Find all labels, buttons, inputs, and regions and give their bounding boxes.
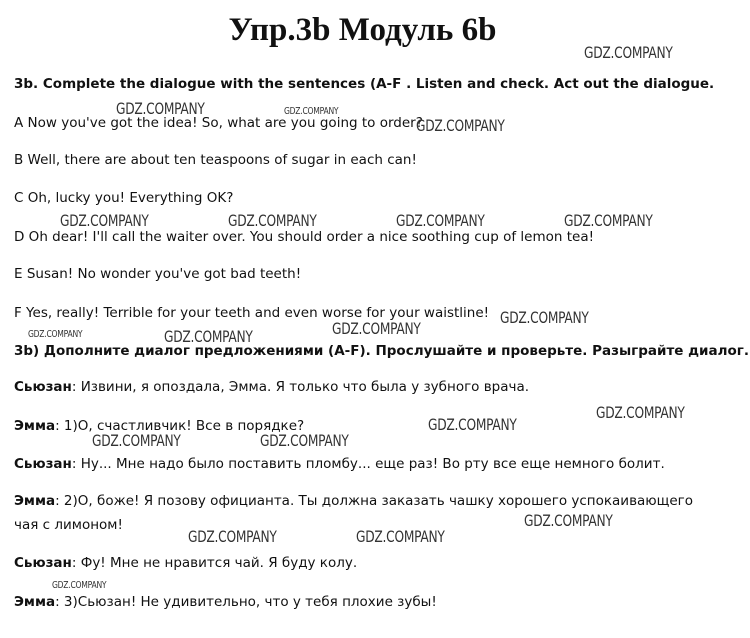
- dialogue-text: : Фу! Мне не нравится чай. Я буду колу.: [71, 555, 358, 571]
- task-heading-en: 3b. Complete the dialogue with the sentences (A-F . Listen and check. Act out the dialogue.: [14, 76, 715, 92]
- watermark: GDZ.COMPANY: [584, 43, 673, 62]
- task-heading-ru: 3b) Дополните диалог предложениями (A-F). Прослушайте и проверьте. Разыграйте диалог.: [14, 343, 749, 359]
- watermark: GDZ.COMPANY: [188, 527, 277, 546]
- watermark: GDZ.COMPANY: [92, 431, 181, 450]
- option-f: F Yes, really! Terrible for your teeth and even worse for your waistline!: [14, 305, 490, 321]
- watermark: GDZ.COMPANY: [116, 99, 205, 118]
- dialogue-text: : 1)О, счастливчик! Все в порядке?: [55, 418, 305, 434]
- watermark: GDZ.COMPANY: [428, 415, 517, 434]
- watermark: GDZ.COMPANY: [284, 106, 339, 117]
- dialogue-text: : 2)О, боже! Я позову официанта. Ты должна заказать чашку хорошего успокаивающего чая с лимоном!: [14, 493, 694, 533]
- option-b: B Well, there are about ten teaspoons of sugar in each can!: [14, 152, 417, 168]
- dialogue-line-6: [14, 593, 437, 611]
- page-title: Упр.3b Модуль 6b: [228, 12, 497, 48]
- speaker-name: Сьюзан: [14, 555, 72, 571]
- watermark: GDZ.COMPANY: [596, 403, 685, 422]
- dialogue-text: : Ну... Мне надо было поставить пломбу... еще раз! Во рту все еще немного болит.: [71, 456, 665, 472]
- dialogue-line-5: [14, 554, 357, 572]
- watermark: GDZ.COMPANY: [416, 116, 505, 135]
- option-d: D Oh dear! I'll call the waiter over. You should order a nice soothing cup of lemon tea!: [14, 229, 594, 245]
- speaker-name: Эмма: [14, 418, 56, 434]
- dialogue-text: : 3)Сьюзан! Не удивительно, что у тебя плохие зубы!: [55, 594, 437, 610]
- watermark: GDZ.COMPANY: [260, 431, 349, 450]
- dialogue-text: : Извини, я опоздала, Эмма. Я только что была у зубного врача.: [71, 379, 530, 395]
- speaker-name: Эмма: [14, 594, 56, 610]
- watermark: GDZ.COMPANY: [164, 327, 253, 346]
- option-e: E Susan! No wonder you've got bad teeth!: [14, 266, 302, 282]
- watermark: GDZ.COMPANY: [28, 329, 83, 340]
- speaker-name: Сьюзан: [14, 456, 72, 472]
- watermark: GDZ.COMPANY: [500, 308, 589, 327]
- speaker-name: Сьюзан: [14, 379, 72, 395]
- watermark: GDZ.COMPANY: [52, 580, 107, 591]
- watermark: GDZ.COMPANY: [60, 211, 149, 230]
- watermark: GDZ.COMPANY: [564, 211, 653, 230]
- speaker-name: Эмма: [14, 493, 56, 509]
- option-a: A Now you've got the idea! So, what are you going to order?: [14, 115, 423, 131]
- watermark: GDZ.COMPANY: [332, 319, 421, 338]
- watermark: GDZ.COMPANY: [396, 211, 485, 230]
- watermark: GDZ.COMPANY: [228, 211, 317, 230]
- watermark: GDZ.COMPANY: [524, 511, 613, 530]
- dialogue-line-1: [14, 378, 529, 396]
- dialogue-line-3: [14, 455, 665, 473]
- watermark: GDZ.COMPANY: [356, 527, 445, 546]
- option-c: C Oh, lucky you! Everything OK?: [14, 190, 234, 206]
